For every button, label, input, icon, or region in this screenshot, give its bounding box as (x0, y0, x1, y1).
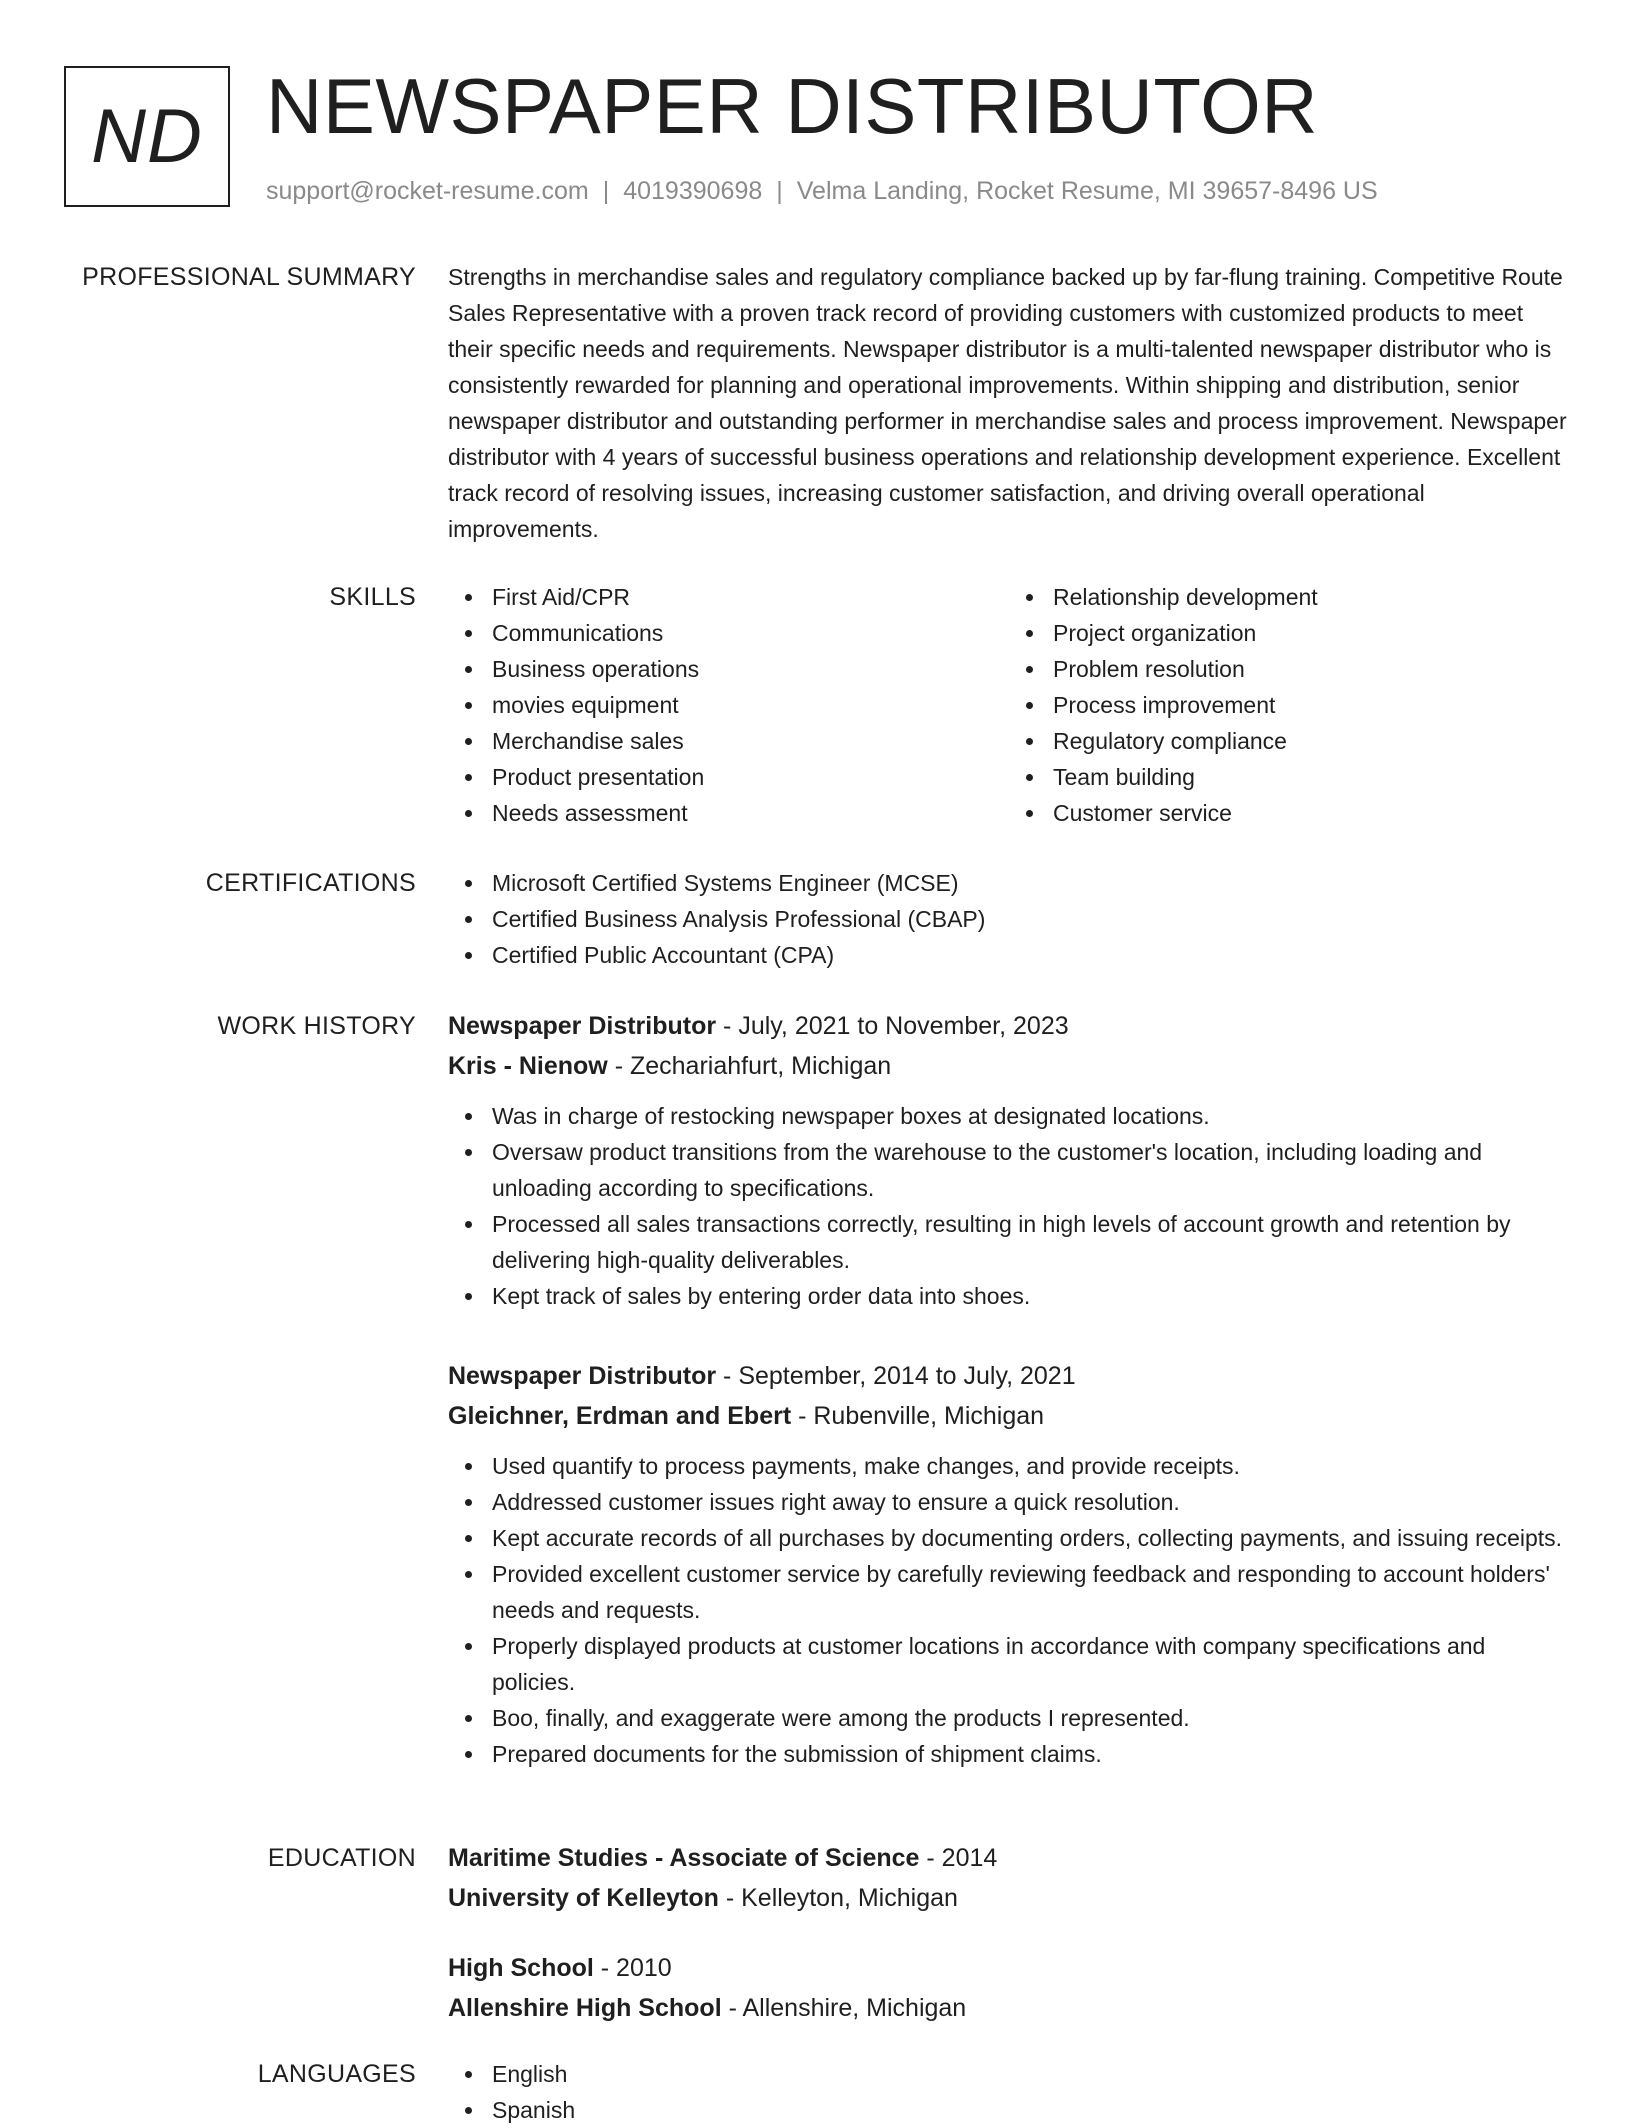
education-degree-line (448, 1838, 1570, 1878)
job-title-line (448, 1356, 1570, 1396)
section-label: SKILLS (329, 583, 416, 611)
section-label: CERTIFICATIONS (205, 869, 416, 897)
education-degree-line (448, 1948, 1570, 1988)
skill-item: Regulatory compliance (1053, 723, 1570, 759)
education-entry (448, 1838, 1570, 1918)
job-location: - Rubenville, Michigan (791, 1402, 1045, 1430)
skill-item: First Aid/CPR (492, 579, 1009, 615)
job-location: - Zechariahfurt, Michigan (607, 1052, 892, 1080)
job-bullets (448, 1448, 1570, 1772)
skills-grid (448, 579, 1570, 831)
skill-item: Merchandise sales (492, 723, 1009, 759)
job-dates: - September, 2014 to July, 2021 (716, 1362, 1076, 1390)
education-year: - 2010 (593, 1954, 672, 1982)
skill-item: Product presentation (492, 759, 1009, 795)
contact-separator: | (602, 177, 610, 205)
contact-separator: | (776, 177, 783, 205)
job-title: Newspaper Distributor (448, 1012, 717, 1040)
job-bullets (448, 1098, 1570, 1314)
section-label: EDUCATION (267, 1844, 416, 1872)
job-bullet: Provided excellent customer service by carefully reviewing feedback and responding to account holders' needs and requests. (492, 1556, 1570, 1628)
summary-text: Strengths in merchandise sales and regulatory compliance backed up by far-flung training. Competitive Route Sales Representative with a proven track record of providing customers with customized products to meet their specific needs and requirements. Newspaper distributor is a multi-talented newspaper distributor who is consistently rewarded for planning and operational improvements. Within shipping and distribution, senior newspaper distributor and outstanding performer in merchandise sales and process improvement. Newspaper distributor with 4 years of successful business operations and relationship development experience. Excellent track record of resolving issues, increasing customer satisfaction, and driving overall operational improvements. (448, 264, 1567, 542)
education-year: - 2014 (919, 1844, 998, 1872)
section-label: PROFESSIONAL SUMMARY (82, 263, 416, 291)
skills-list-left (448, 579, 1009, 831)
job-entry (448, 1006, 1570, 1314)
education-location: - Kelleyton, Michigan (718, 1884, 958, 1912)
skills-list-right (1009, 579, 1570, 831)
education-school-line (448, 1878, 1570, 1918)
contact-phone: 4019390698 (623, 177, 763, 205)
skill-item: Customer service (1053, 795, 1570, 831)
job-dates: - July, 2021 to November, 2023 (716, 1012, 1069, 1040)
work-history-body (448, 1006, 1570, 1814)
job-org-line (448, 1396, 1570, 1436)
job-title-line (448, 1006, 1570, 1046)
skill-item: Process improvement (1053, 687, 1570, 723)
job-bullet: Addressed customer issues right away to ensure a quick resolution. (492, 1484, 1570, 1520)
certification-item: Certified Public Accountant (CPA) (492, 937, 1570, 973)
certification-item: Certified Business Analysis Professional (CBAP) (492, 901, 1570, 937)
education-school-line (448, 1988, 1570, 2028)
skill-item: Project organization (1053, 615, 1570, 651)
language-item: English (492, 2056, 1570, 2092)
job-title: Newspaper Distributor (448, 1362, 717, 1390)
languages-list (448, 2056, 1570, 2128)
education-entry (448, 1948, 1570, 2028)
skill-item: Relationship development (1053, 579, 1570, 615)
education-school: Allenshire High School (448, 1994, 722, 2022)
section-label: LANGUAGES (257, 2060, 416, 2088)
section-label: WORK HISTORY (217, 1012, 416, 1040)
education-location: - Allenshire, Michigan (721, 1994, 967, 2022)
education-degree: High School (448, 1954, 594, 1982)
job-bullet: Kept track of sales by entering order data into shoes. (492, 1278, 1570, 1314)
job-bullet: Kept accurate records of all purchases by documenting orders, collecting payments, and issuing receipts. (492, 1520, 1570, 1556)
language-item: Spanish (492, 2092, 1570, 2128)
skill-item: movies equipment (492, 687, 1009, 723)
skill-item: Team building (1053, 759, 1570, 795)
skill-item: Needs assessment (492, 795, 1009, 831)
job-bullet: Processed all sales transactions correctly, resulting in high levels of account growth and retention by delivering high-quality deliverables. (492, 1206, 1570, 1278)
job-bullet: Oversaw product transitions from the warehouse to the customer's location, including loading and unloading according to specifications. (492, 1134, 1570, 1206)
languages-body (448, 2056, 1570, 2128)
job-bullet: Prepared documents for the submission of shipment claims. (492, 1736, 1570, 1772)
contact-email: support@rocket-resume.com (266, 177, 589, 205)
job-company: Gleichner, Erdman and Ebert (448, 1402, 792, 1430)
education-school: University of Kelleyton (448, 1884, 719, 1912)
resume-name: NEWSPAPER DISTRIBUTOR (266, 62, 1319, 150)
monogram-badge: ND (64, 66, 230, 207)
skill-item: Communications (492, 615, 1009, 651)
education-degree: Maritime Studies - Associate of Science (448, 1844, 920, 1872)
certifications-list (448, 865, 1570, 973)
job-entry (448, 1356, 1570, 1772)
job-company: Kris - Nienow (448, 1052, 608, 1080)
resume-header (64, 62, 1564, 211)
job-org-line (448, 1046, 1570, 1086)
job-bullet: Used quantify to process payments, make changes, and provide receipts. (492, 1448, 1570, 1484)
skill-item: Problem resolution (1053, 651, 1570, 687)
job-bullet: Was in charge of restocking newspaper boxes at designated locations. (492, 1098, 1570, 1134)
job-bullet: Properly displayed products at customer locations in accordance with company specifications and policies. (492, 1628, 1570, 1700)
contact-address: Velma Landing, Rocket Resume, MI 39657-8496 US (796, 177, 1378, 205)
skill-item: Business operations (492, 651, 1009, 687)
education-body (448, 1838, 1570, 2058)
contact-line (266, 174, 1378, 209)
certification-item: Microsoft Certified Systems Engineer (MCSE) (492, 865, 1570, 901)
job-bullet: Boo, finally, and exaggerate were among the products I represented. (492, 1700, 1570, 1736)
certifications-body (448, 865, 1570, 973)
